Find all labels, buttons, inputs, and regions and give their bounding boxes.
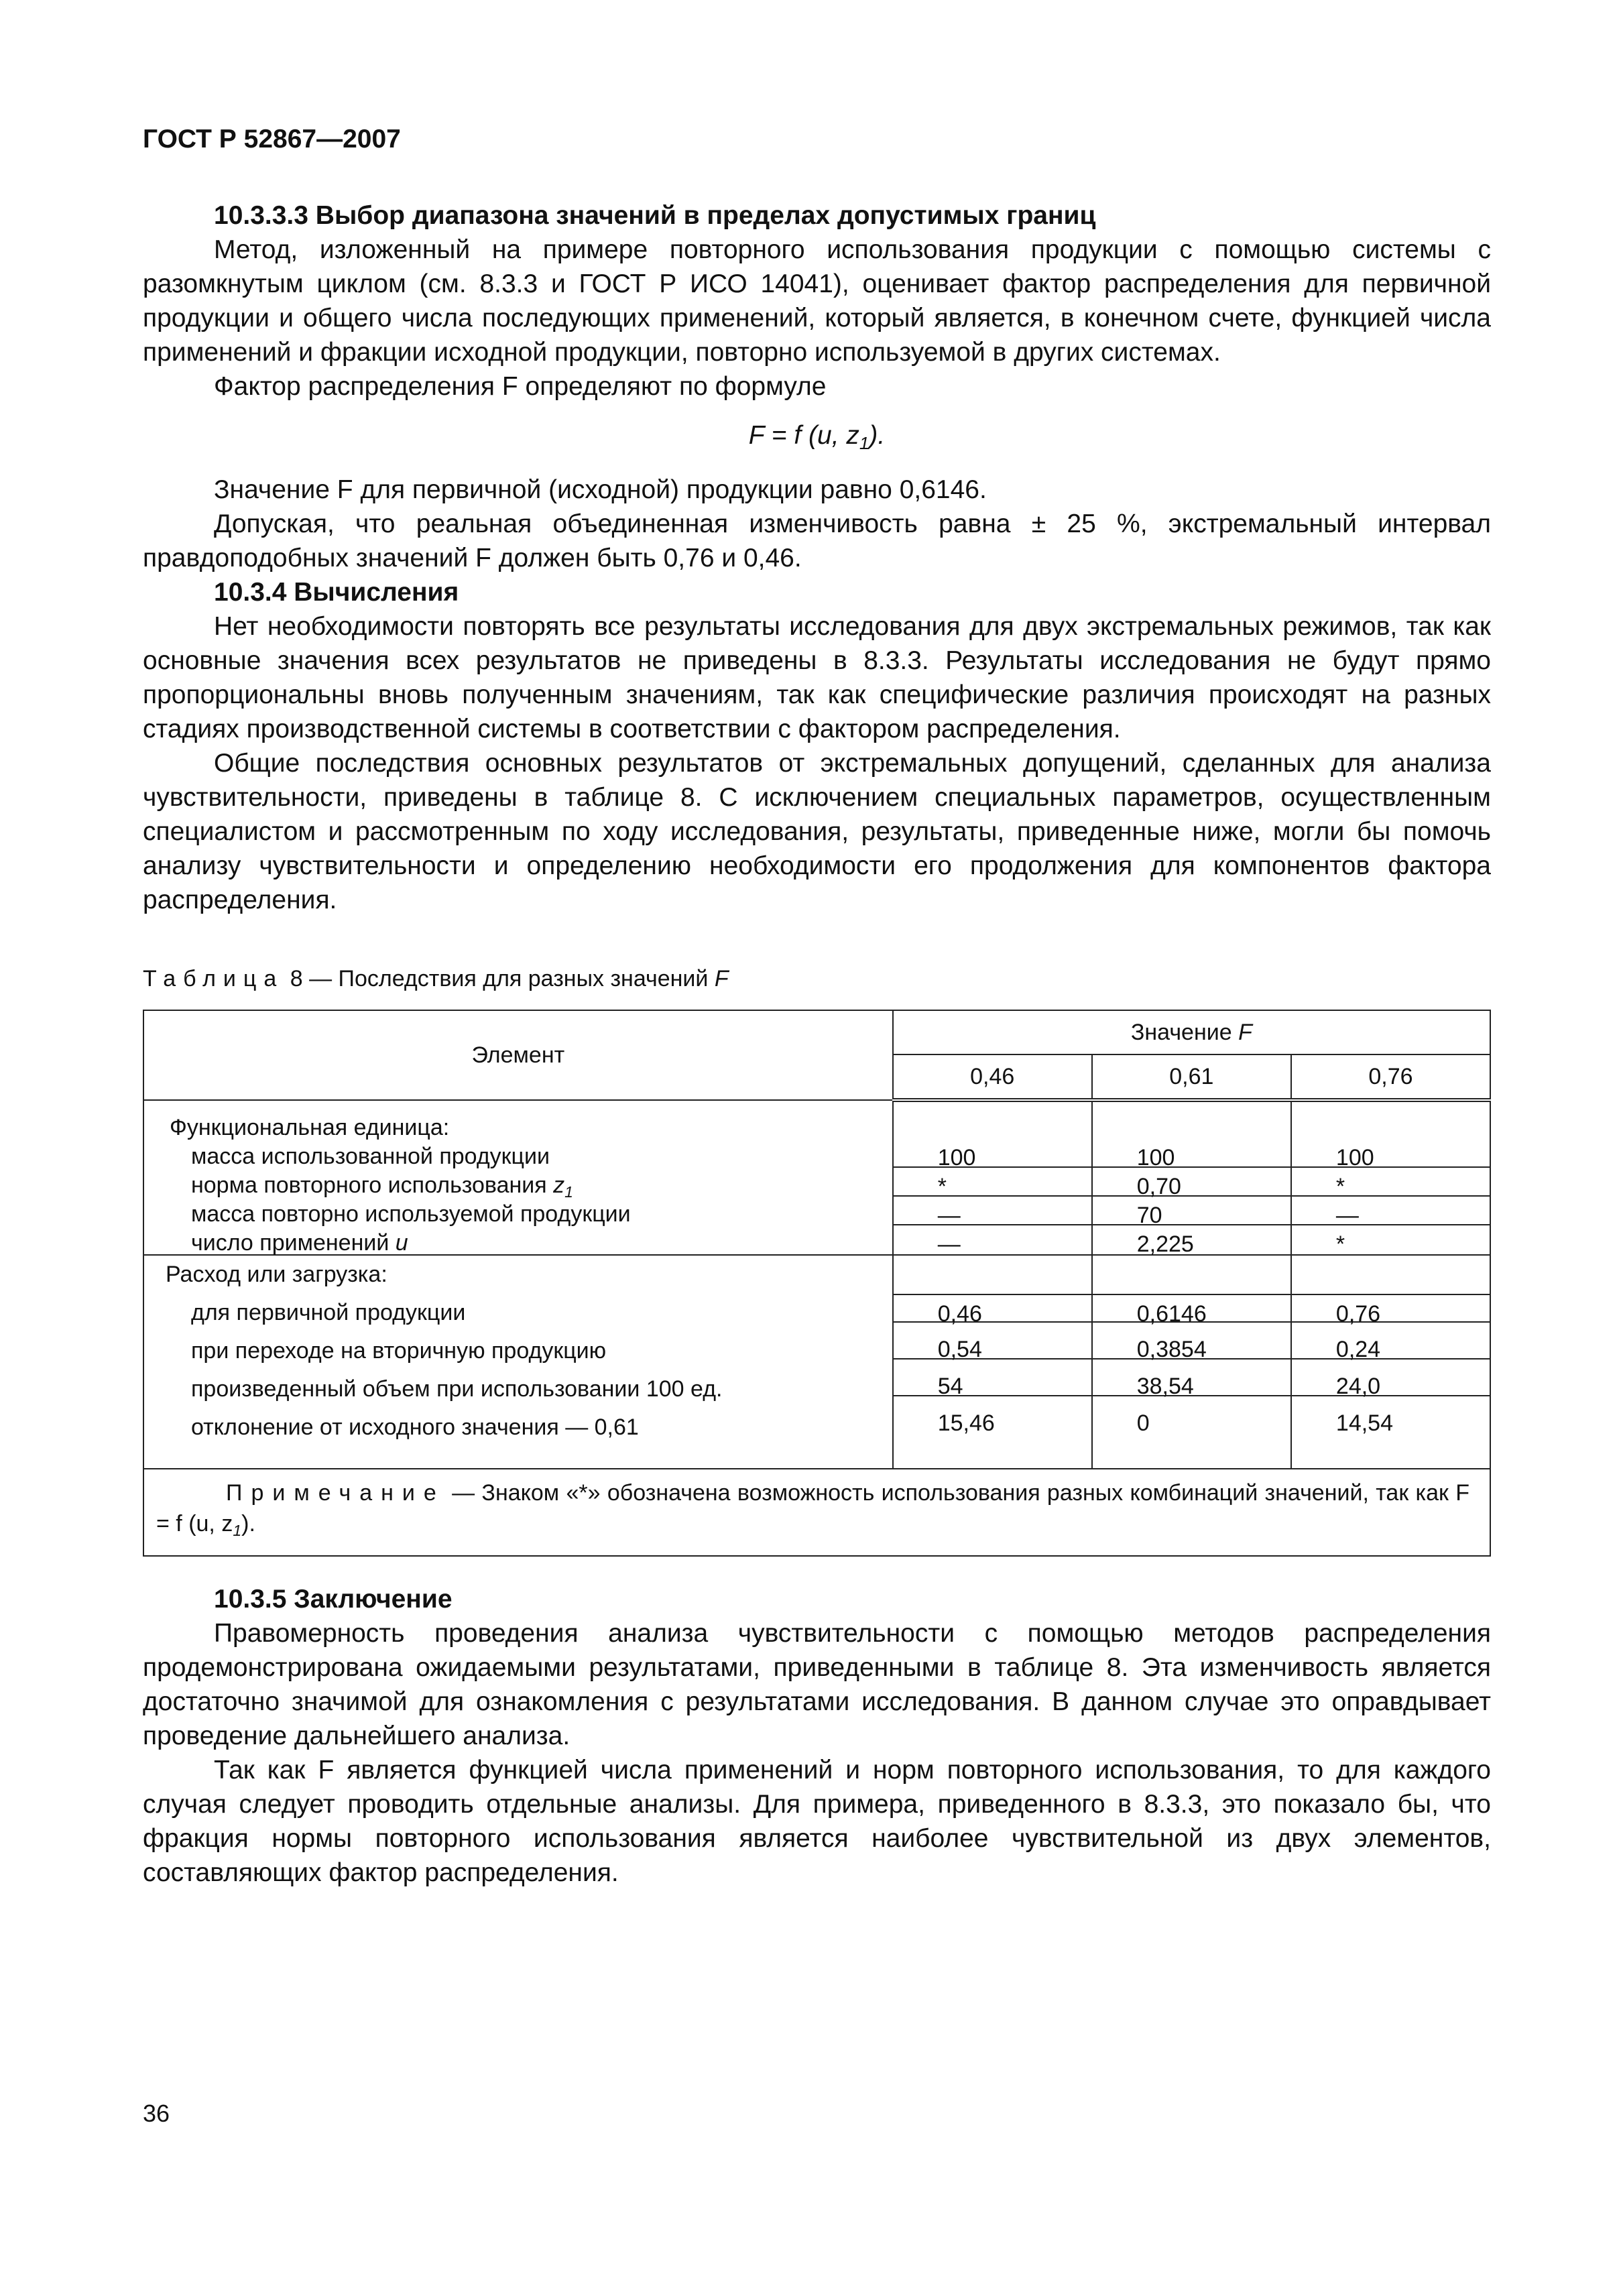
table-cell: 2,225	[1136, 1231, 1194, 1257]
section-heading-10-3-4: 10.3.4 Вычисления	[214, 578, 459, 607]
row-label: при переходе на вторичную продукцию	[191, 1338, 607, 1364]
table-cell: 0,54	[894, 1331, 1091, 1360]
table-cell: *	[894, 1168, 1091, 1197]
document-body	[143, 198, 1491, 1890]
paragraph: Метод, изложенный на примере повторного использования продукции с помощью системы с разомкнутым циклом (см. 8.3.3 и ГОСТ Р ИСО 14041), оценивает фактор распределения для первичной продукции и общего числа последующих применений, который является, в конечном счете, функцией числа применений и фракции исходной продукции, повторно используемой в других системах.	[143, 235, 1491, 367]
note-subscript: 1	[233, 1522, 242, 1539]
note-text: — Знаком «*» обозначена возможность использования разных комбинаций значений, так как F = f (u, z	[156, 1480, 1469, 1536]
paragraph: Общие последствия основных результатов от экстремальных допущений, сделанных для анализа чувствительности, приведены в таблице 8. С исключением специальных параметров, осуществленным специалистом и рассмотренным по ходу исследования, результаты, приведенные ниже, могли бы помочь анализу чувствительности и определению необходимости его продолжения для компонентов фактора распределения.	[143, 749, 1491, 914]
note-end: ).	[241, 1511, 255, 1536]
table-cell: —	[937, 1231, 961, 1257]
table-note	[143, 1469, 1490, 1556]
formula-subscript: 1	[859, 433, 869, 453]
page-number: 36	[143, 2100, 170, 2127]
table-cell: 38,54	[1093, 1368, 1290, 1396]
table-cell: 100	[1093, 1139, 1290, 1168]
table-cell: —	[1292, 1197, 1490, 1225]
column-header-0-61: 0,61	[1092, 1054, 1291, 1100]
table-cell: —	[894, 1197, 1091, 1225]
table-cell: 14,54	[1335, 1410, 1394, 1436]
column-header-value-text: Значение	[1130, 1020, 1239, 1045]
column-header-value-var: F	[1238, 1020, 1252, 1045]
column-header-value	[893, 1010, 1490, 1054]
table-cell: *	[1292, 1168, 1490, 1197]
table-cell: 54	[894, 1368, 1091, 1396]
table-cell: 0,76	[1292, 1294, 1490, 1323]
row-label: отклонение от исходного значения — 0,61	[191, 1414, 639, 1440]
document-header: ГОСТ Р 52867—2007	[143, 125, 401, 154]
table-note-row	[143, 1469, 1490, 1556]
table-cell: 15,46	[937, 1410, 995, 1436]
section-heading-10-3-5: 10.3.5 Заключение	[214, 1585, 453, 1614]
paragraph: Так как F является функцией числа применений и норм повторного использования, то для каждого случая следует проводить отдельные анализы. Для примера, приведенного в 8.3.3, это показало бы, что фракция нормы повторного использования является наиболее чувствительной из двух элементов, составляющих фактор распределения.	[143, 1756, 1491, 1887]
paragraph: Допуская, что реальная объединенная изменчивость равна ± 25 %, экстремальный интервал правдоподобных значений F должен быть 0,76 и 0,46.	[143, 509, 1491, 572]
section-heading-10-3-3-3: 10.3.3.3 Выбор диапазона значений в пределах допустимых границ	[214, 201, 1096, 230]
group-title: Функциональная единица:	[170, 1115, 450, 1140]
formula	[143, 418, 1491, 461]
row-label: масса использованной продукции	[191, 1144, 550, 1169]
table-cell: 0,70	[1093, 1168, 1290, 1197]
table-group-consumption	[143, 1255, 1490, 1469]
table-cell: 24,0	[1292, 1368, 1490, 1396]
table-cell: 0,3854	[1093, 1331, 1290, 1360]
column-header-element: Элемент	[143, 1010, 893, 1100]
column-header-0-76: 0,76	[1291, 1054, 1490, 1100]
table-group-functional-unit	[143, 1100, 1490, 1255]
column-header-0-46: 0,46	[893, 1054, 1092, 1100]
table-caption-word: Таблица	[143, 966, 284, 991]
results-table	[143, 1010, 1491, 1557]
paragraph: Правомерность проведения анализа чувствительности с помощью методов распределения продемонстрирована ожидаемыми результатами, приведенными в таблице 8. Эта изменчивость является достаточно значимой для ознакомления с результатами исследования. В данном случае это оправдывает проведение дальнейшего анализа.	[143, 1619, 1491, 1750]
table-caption-text: 8 — Последствия для разных значений	[284, 966, 715, 991]
table-cell: 100	[894, 1139, 1091, 1168]
formula-text: F = f (u, z	[748, 421, 859, 450]
row-label: произведенный объем при использовании 100 ед.	[191, 1376, 723, 1402]
paragraph: Фактор распределения F определяют по формуле	[214, 372, 827, 401]
note-word: Примечание	[226, 1480, 445, 1506]
table-cell: 0,24	[1292, 1331, 1490, 1360]
row-label: число применений u	[191, 1230, 408, 1256]
table-cell: 0,46	[894, 1294, 1091, 1323]
table-cell: 100	[1292, 1139, 1490, 1168]
group-title: Расход или загрузка:	[166, 1262, 387, 1287]
paragraph: Нет необходимости повторять все результаты исследования для двух экстремальных режимов, так как основные значения всех результатов не приведены в 8.3.3. Результаты исследования не будут прямо пропорциональны вновь полученным значениям, так как специфические различия происходят на разных стадиях производственной системы в соответствии с фактором распределения.	[143, 612, 1491, 743]
table-caption-variable: F	[714, 966, 729, 991]
table-cell: *	[1335, 1231, 1345, 1257]
table-cell: 0	[1136, 1410, 1150, 1436]
table-caption	[143, 965, 1491, 992]
row-label: масса повторно используемой продукции	[191, 1201, 631, 1227]
row-label: для первичной продукции	[191, 1300, 466, 1325]
table-cell: 70	[1093, 1197, 1290, 1225]
formula-end: ).	[869, 421, 886, 450]
row-label: норма повторного использования $z_1$	[191, 1172, 573, 1201]
paragraph: Значение F для первичной (исходной) продукции равно 0,6146.	[214, 475, 987, 504]
table-cell: 0,6146	[1093, 1294, 1290, 1323]
